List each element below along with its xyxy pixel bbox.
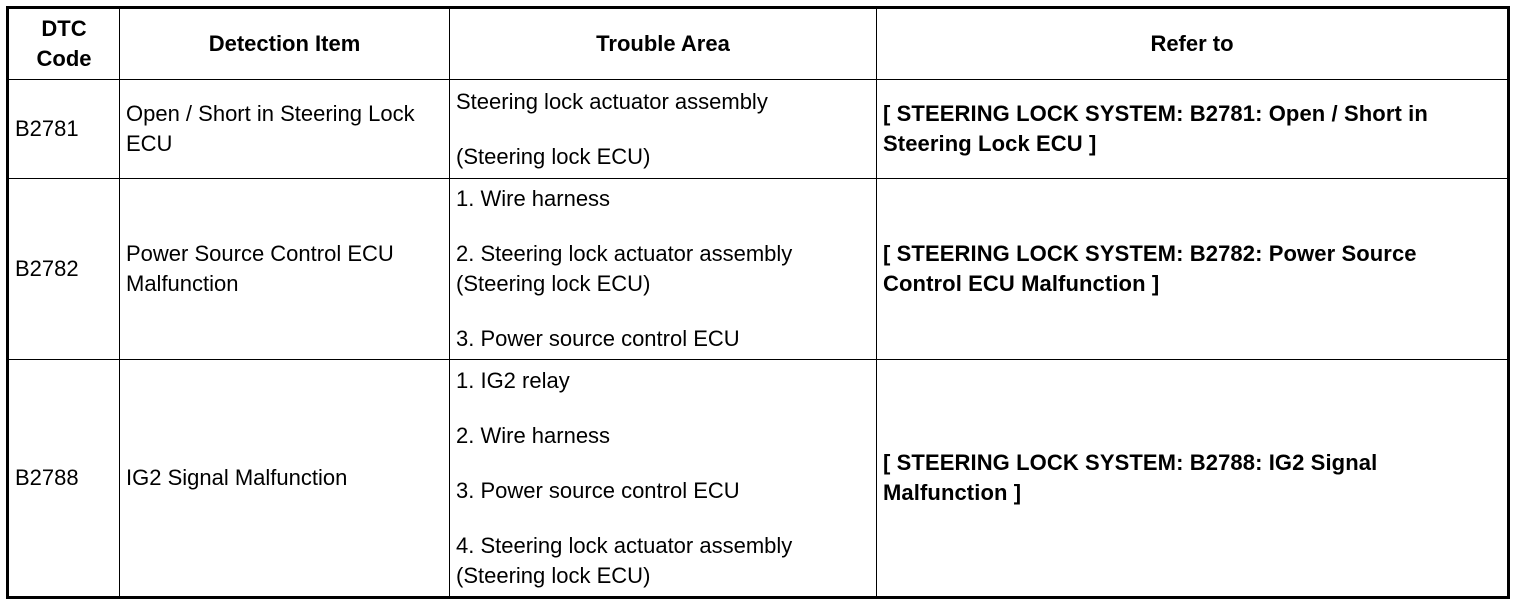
detection-item-cell: Open / Short in Steering Lock ECU bbox=[120, 80, 450, 179]
table-row bbox=[8, 179, 1509, 360]
header-detection-item: Detection Item bbox=[120, 8, 450, 80]
trouble-area-item: 2. Steering lock actuator assembly (Steering lock ECU) bbox=[456, 241, 793, 296]
trouble-area-item: 1. Wire harness bbox=[456, 186, 611, 211]
trouble-area-item: 4. Steering lock actuator assembly (Steering lock ECU) bbox=[456, 532, 793, 588]
dtc-code-cell: B2788 bbox=[8, 360, 120, 598]
dtc-code-cell: B2781 bbox=[8, 80, 120, 179]
detection-item-cell: Power Source Control ECU Malfunction bbox=[120, 179, 450, 360]
dtc-code-cell: B2782 bbox=[8, 179, 120, 360]
refer-to-link[interactable]: [ STEERING LOCK SYSTEM: B2782: Power Source Control ECU Malfunction ] bbox=[877, 179, 1509, 360]
trouble-area-item: Steering lock actuator assembly bbox=[456, 88, 768, 114]
trouble-area-item: 1. IG2 relay bbox=[456, 367, 570, 393]
trouble-area-cell bbox=[450, 179, 877, 360]
table-row bbox=[8, 80, 1509, 179]
header-trouble-area: Trouble Area bbox=[450, 8, 877, 80]
trouble-area-cell bbox=[450, 80, 877, 179]
trouble-area-item: 2. Wire harness bbox=[456, 422, 611, 448]
detection-item-cell: IG2 Signal Malfunction bbox=[120, 360, 450, 598]
trouble-area-item: 3. Power source control ECU bbox=[456, 326, 740, 351]
refer-to-link[interactable]: [ STEERING LOCK SYSTEM: B2788: IG2 Signal Malfunction ] bbox=[877, 360, 1509, 598]
table-row bbox=[8, 360, 1509, 598]
header-refer-to: Refer to bbox=[877, 8, 1509, 80]
trouble-area-cell bbox=[450, 360, 877, 598]
refer-to-link[interactable]: [ STEERING LOCK SYSTEM: B2781: Open / Short in Steering Lock ECU ] bbox=[877, 80, 1509, 179]
header-row bbox=[8, 8, 1509, 80]
trouble-area-item: 3. Power source control ECU bbox=[456, 477, 740, 503]
dtc-table bbox=[6, 6, 1510, 599]
trouble-area-item: (Steering lock ECU) bbox=[456, 143, 651, 169]
header-dtc-code: DTC Code bbox=[8, 8, 120, 80]
